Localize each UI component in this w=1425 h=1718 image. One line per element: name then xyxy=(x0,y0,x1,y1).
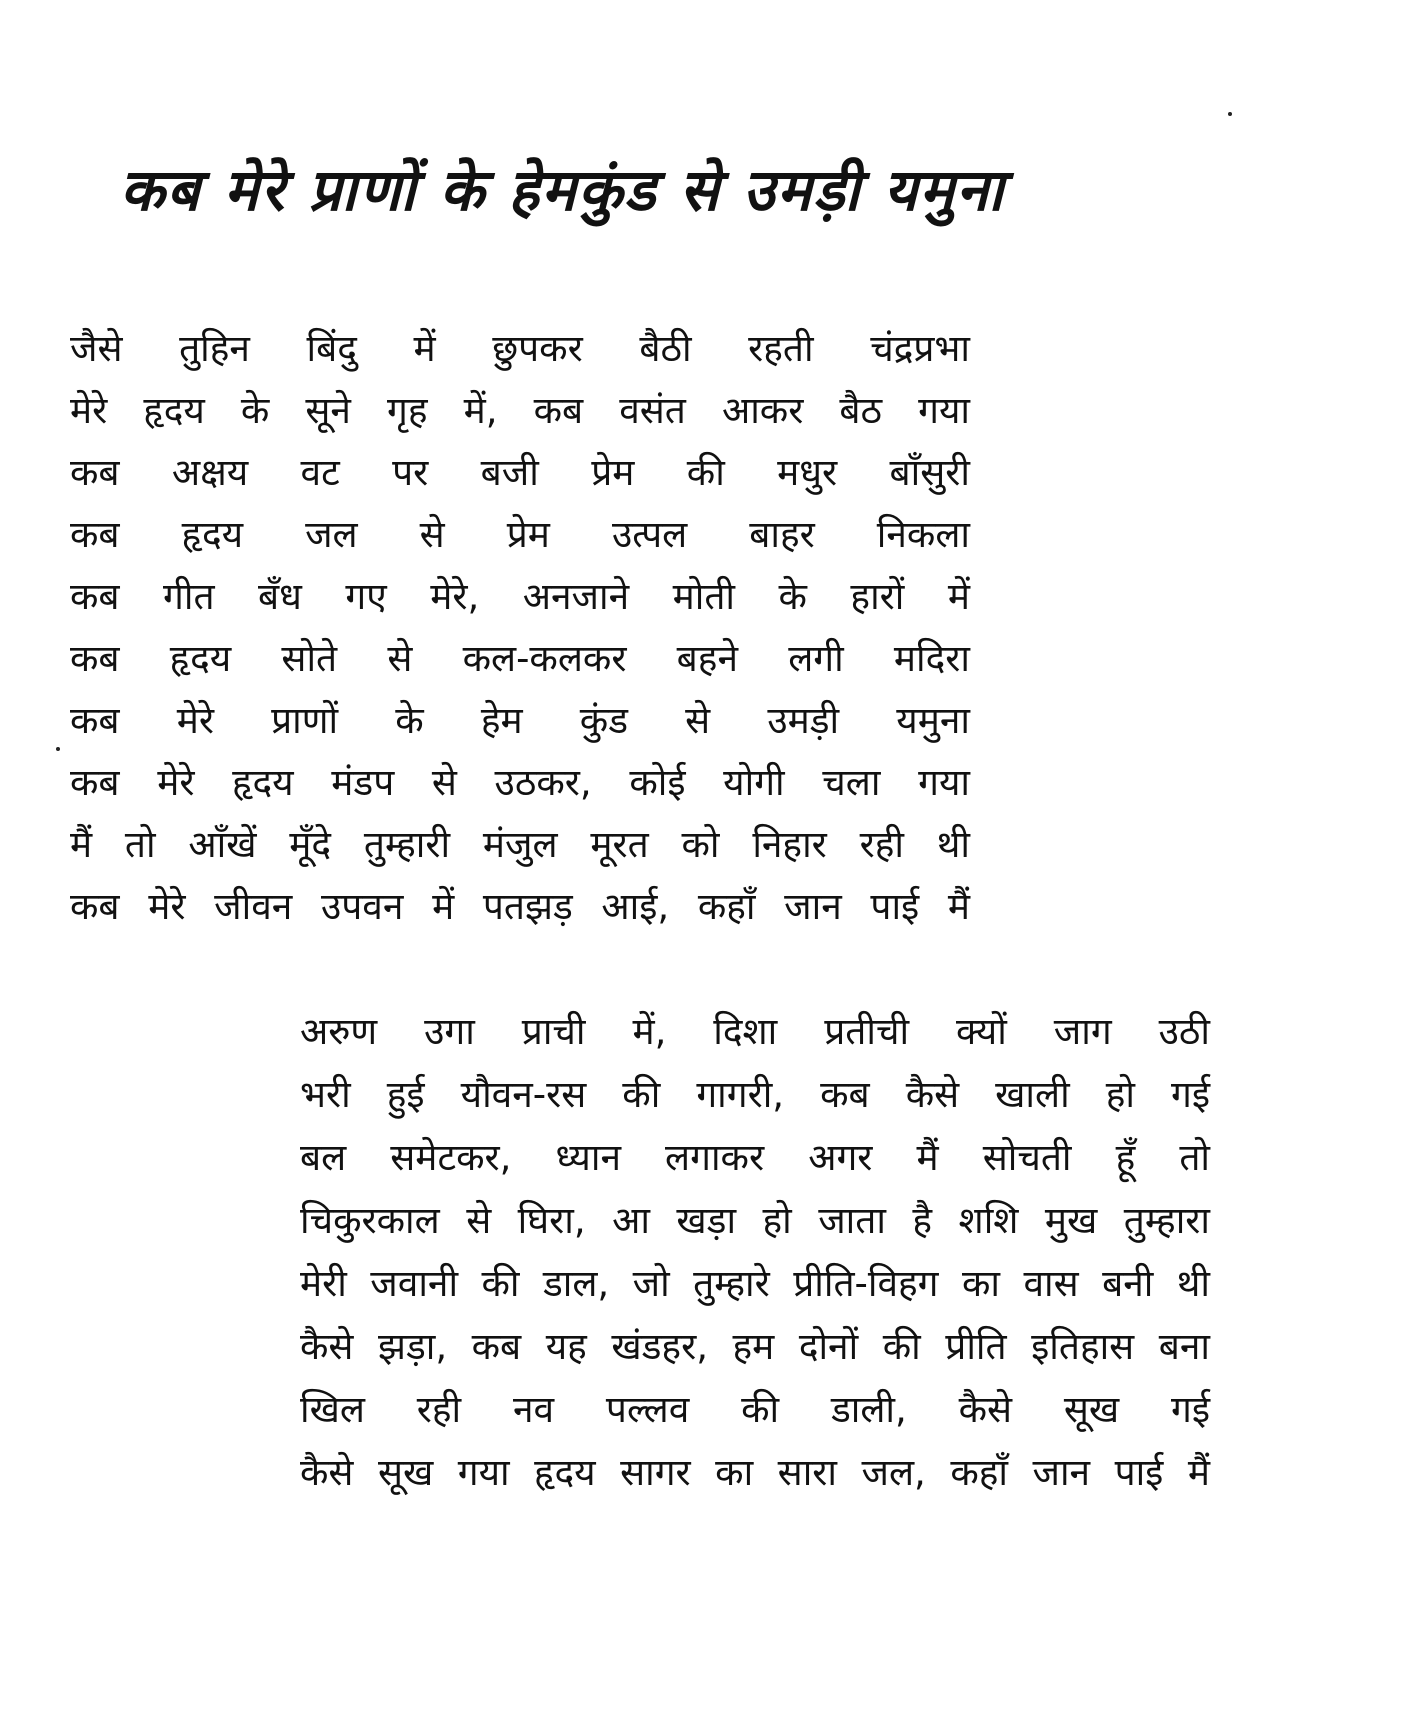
stanza-1 xyxy=(70,318,970,938)
scan-speck xyxy=(1228,112,1232,116)
verse-line: कब हृदय जल से प्रेम उत्पल बाहर निकला xyxy=(70,513,970,556)
verse-line: कब अक्षय वट पर बजी प्रेम की मधुर बाँसुरी xyxy=(70,451,970,494)
verse-line: अरुण उगा प्राची में, दिशा प्रतीची क्यों जाग उठी xyxy=(300,1010,1210,1053)
scan-speck xyxy=(56,747,60,751)
verse-line: मेरे हृदय के सूने गृह में, कब वसंत आकर बैठ गया xyxy=(70,389,970,432)
verse-line: मेरी जवानी की डाल, जो तुम्हारे प्रीति-विहग का वास बनी थी xyxy=(300,1262,1210,1305)
verse-line: चिकुरकाल से घिरा, आ खड़ा हो जाता है शशि मुख तुम्हारा xyxy=(300,1199,1210,1242)
verse-line: बल समेटकर, ध्यान लगाकर अगर मैं सोचती हूँ तो xyxy=(300,1136,1210,1179)
verse-line: जैसे तुहिन बिंदु में छुपकर बैठी रहती चंद्रप्रभा xyxy=(70,327,970,370)
verse-line: कब गीत बँध गए मेरे, अनजाने मोती के हारों में xyxy=(70,575,970,618)
verse-line: खिल रही नव पल्लव की डाली, कैसे सूख गई xyxy=(300,1388,1210,1431)
verse-line: कब हृदय सोते से कल-कलकर बहने लगी मदिरा xyxy=(70,637,970,680)
verse-line: भरी हुई यौवन-रस की गागरी, कब कैसे खाली हो गई xyxy=(300,1073,1210,1116)
page-title: कब मेरे प्राणों के हेमकुंड से उमड़ी यमुना xyxy=(120,156,1006,224)
verse-line: कब मेरे प्राणों के हेम कुंड से उमड़ी यमुना xyxy=(70,699,970,742)
verse-line: कैसे सूख गया हृदय सागर का सारा जल, कहाँ जान पाई मैं xyxy=(300,1451,1210,1494)
verse-line: कब मेरे हृदय मंडप से उठकर, कोई योगी चला गया xyxy=(70,761,970,804)
verse-line: कब मेरे जीवन उपवन में पतझड़ आई, कहाँ जान पाई मैं xyxy=(70,885,970,928)
verse-line: मैं तो आँखें मूँदे तुम्हारी मंजुल मूरत को निहार रही थी xyxy=(70,823,970,866)
stanza-2 xyxy=(300,1000,1210,1504)
verse-line: कैसे झड़ा, कब यह खंडहर, हम दोनों की प्रीति इतिहास बना xyxy=(300,1325,1210,1368)
